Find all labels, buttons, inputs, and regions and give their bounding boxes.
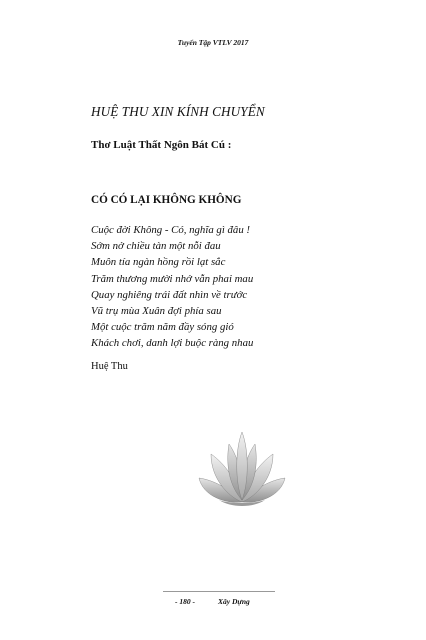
poem-line: Muôn tía ngàn hồng rồi lạt sắc — [91, 256, 226, 269]
footer-label: Xây Dựng — [218, 597, 250, 606]
author-name: Huệ Thu — [91, 361, 128, 372]
poem-line: Vũ trụ mùa Xuân đợi phía sau — [91, 305, 222, 318]
running-header: Tuyển Tập VTLV 2017 — [177, 38, 249, 47]
footer-divider — [163, 591, 275, 592]
poem-line: Khách chơi, danh lợi buộc ràng nhau — [91, 337, 254, 350]
poem-line: Một cuộc trăm năm đầy sóng gió — [91, 321, 234, 334]
poem-line: Sớm nở chiều tàn một nỗi đau — [91, 240, 221, 253]
poem-line: Cuộc đời Không - Có, nghĩa gì đâu ! — [91, 224, 251, 236]
page-title: HUỆ THU XIN KÍNH CHUYỂN — [91, 104, 265, 119]
poem-line: Trăm thương mười nhớ vẫn phai mau — [91, 272, 254, 285]
page-number: - 180 - — [175, 597, 195, 606]
poem-line: Quay nghiêng trái đất nhìn về trước — [91, 288, 248, 301]
poem-title: CÓ CÓ LẠI KHÔNG KHÔNG — [91, 194, 242, 206]
lotus-flower-icon — [197, 430, 287, 510]
poem-form-subtitle: Thơ Luật Thất Ngôn Bát Cú : — [91, 139, 232, 151]
poem-body — [91, 222, 253, 352]
